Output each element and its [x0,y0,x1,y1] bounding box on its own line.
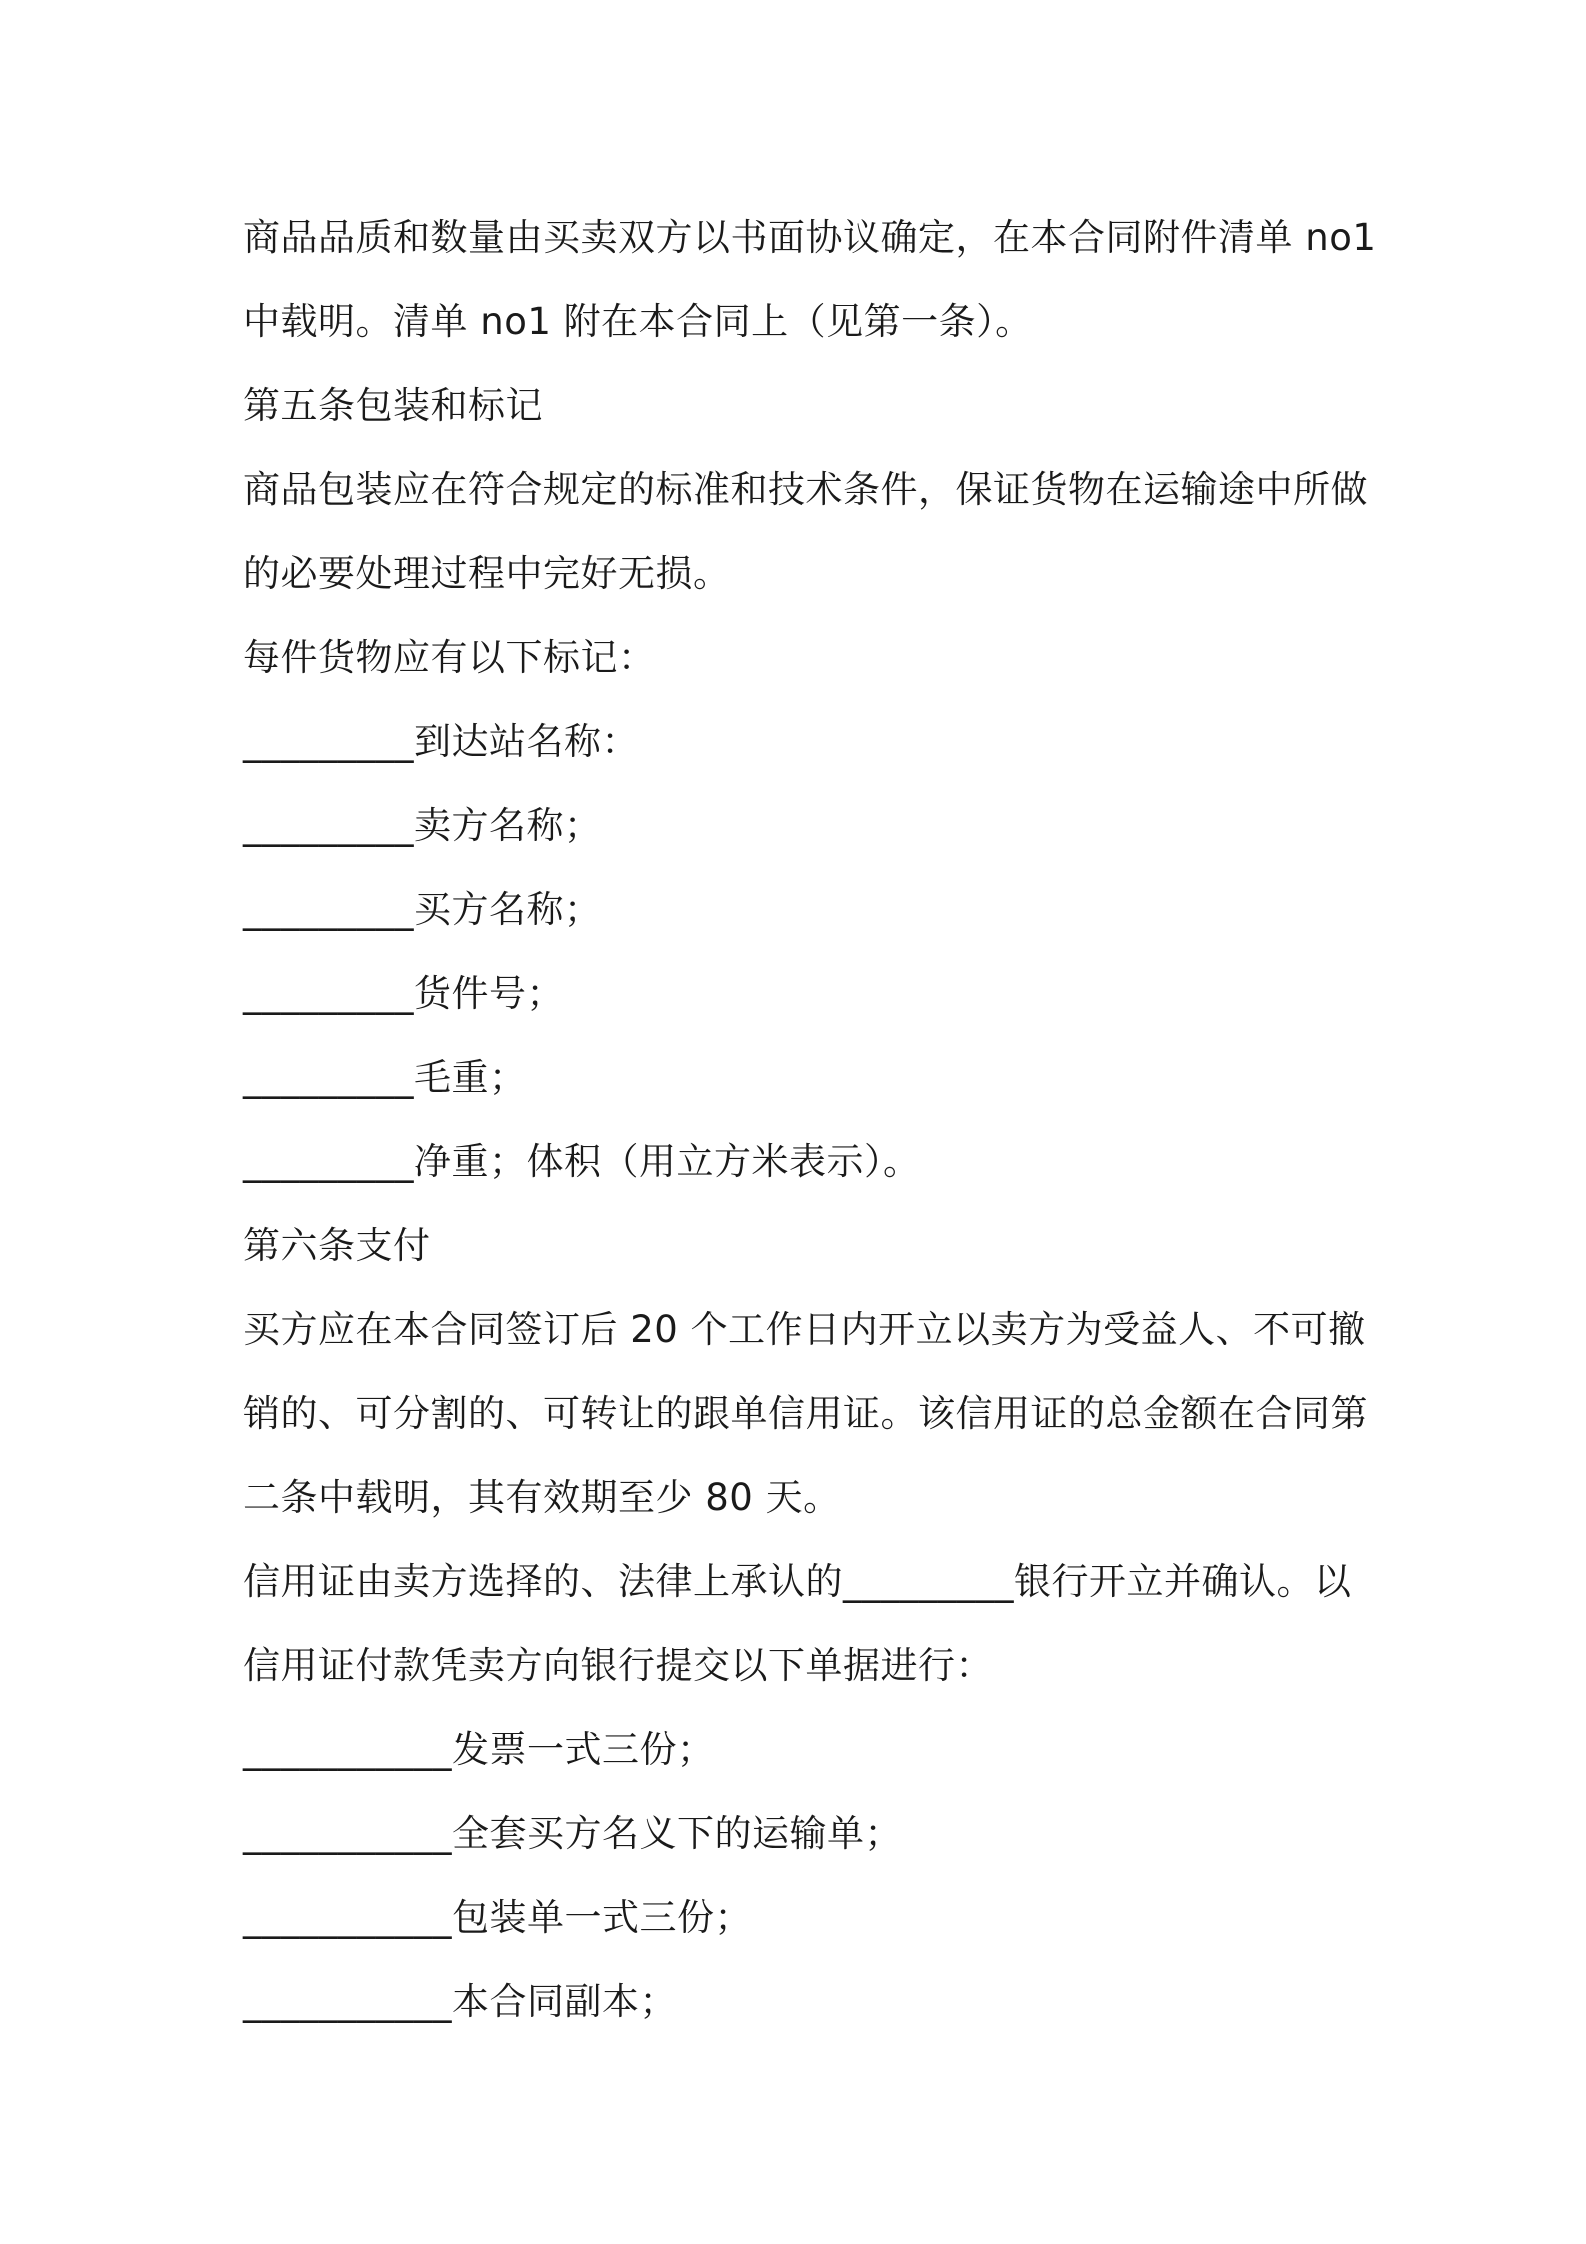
paragraph-letter-of-credit: 信用证由卖方选择的、法律上承认的_________银行开立并确认。以 [243,1560,1352,1603]
mark-cargo-number: _________货件号； [243,972,564,1015]
doc-packing-list: ___________包装单一式三份； [243,1896,752,1939]
paragraph-payment-cont-2: 二条中载明，其有效期至少 80 天。 [243,1476,841,1519]
mark-buyer-name: _________买方名称； [243,888,602,931]
paragraph-payment-cont-1: 销的、可分割的、可转让的跟单信用证。该信用证的总金额在合同第 [243,1392,1368,1435]
heading-article-6: 第六条支付 [243,1224,431,1267]
paragraph-letter-of-credit-cont: 信用证付款凭卖方向银行提交以下单据进行： [243,1644,993,1687]
mark-gross-weight: _________毛重； [243,1056,527,1099]
paragraph-quality-quantity: 商品品质和数量由买卖双方以书面协议确定，在本合同附件清单 no1 [243,216,1377,259]
paragraph-marks-intro: 每件货物应有以下标记： [243,636,656,679]
document-page [243,196,1377,2044]
doc-contract-copy: ___________本合同副本； [243,1980,677,2023]
doc-invoice: ___________发票一式三份； [243,1728,715,1771]
doc-transport: ___________全套买方名义下的运输单； [243,1812,902,1855]
heading-article-5: 第五条包装和标记 [243,384,543,427]
paragraph-packaging-cont: 的必要处理过程中完好无损。 [243,552,731,595]
mark-net-weight-volume: _________净重；体积（用立方米表示）。 [243,1140,921,1183]
mark-seller-name: _________卖方名称； [243,804,602,847]
mark-destination-station: _________到达站名称： [243,720,639,763]
paragraph-quality-quantity-cont: 中载明。清单 no1 附在本合同上（见第一条）。 [243,300,1033,343]
paragraph-packaging: 商品包装应在符合规定的标准和技术条件，保证货物在运输途中所做 [243,468,1368,511]
paragraph-payment: 买方应在本合同签订后 20 个工作日内开立以卖方为受益人、不可撤 [243,1308,1366,1351]
